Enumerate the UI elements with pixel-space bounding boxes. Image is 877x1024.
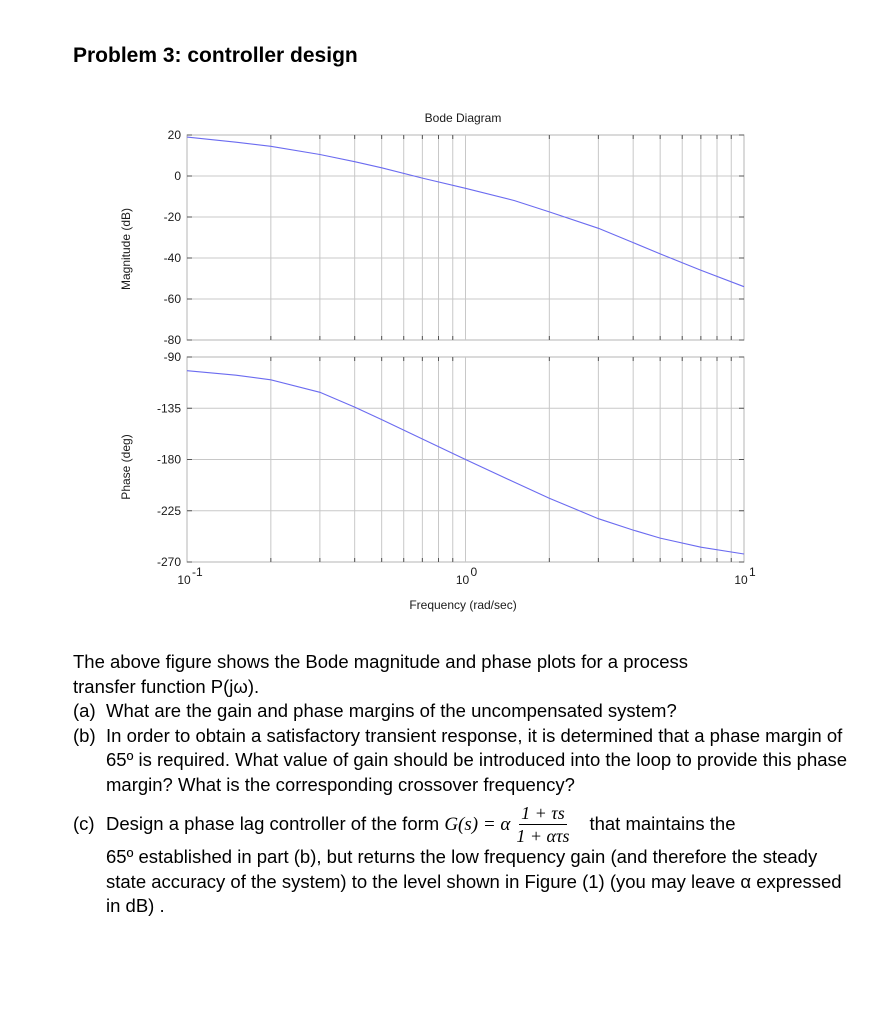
magnitude-y-tick-label: -60: [163, 292, 181, 306]
phase-y-tick-label: -270: [156, 555, 181, 569]
frequency-axis-label: Frequency (rad/sec): [409, 598, 517, 612]
x-tick-label-base: 10: [177, 573, 191, 587]
question-c-pre: Design a phase lag controller of the form: [106, 812, 440, 834]
x-tick-label-exponent: 0: [470, 565, 478, 579]
phase-y-tick-label: -225: [156, 503, 181, 518]
question-c-post: that maintains the: [589, 812, 736, 834]
question-c-label: (c): [73, 812, 95, 834]
intro-line-2: transfer function P(jω).: [73, 675, 260, 697]
problem-text: [73, 650, 853, 919]
chart-title: Bode Diagram: [424, 111, 502, 125]
question-c-formula-line: [106, 804, 853, 846]
formula-lhs: G(s) = α: [444, 813, 511, 835]
phase-y-tick-label: -135: [156, 401, 181, 416]
formula-numerator: 1 + τs: [521, 803, 565, 824]
magnitude-axis-label: Magnitude (dB): [119, 207, 133, 291]
question-a-label: (a): [73, 700, 96, 722]
question-a: [73, 699, 853, 724]
phase-y-tick-label: -90: [163, 350, 181, 364]
x-tick-label-base: 10: [455, 573, 470, 587]
question-c: [73, 804, 853, 919]
phase-panel: [157, 350, 756, 587]
phase-axis-label: Phase (deg): [119, 434, 133, 500]
magnitude-panel: [164, 128, 744, 347]
magnitude-y-tick-label: -80: [163, 333, 181, 347]
formula-denominator: 1 + ατs: [516, 826, 570, 847]
question-c-rest: 65º established in part (b), but returns the low frequency gain (and therefore the steady state accuracy of the system) to the level shown in Figure (1) (you may leave α expressed in dB) .: [106, 846, 842, 917]
problem-title: Problem 3: controller design: [73, 44, 358, 67]
intro-paragraph: [73, 650, 853, 699]
formula-fraction: [514, 804, 571, 845]
x-tick-label-exponent: -1: [192, 565, 203, 579]
question-b: [73, 724, 853, 798]
phase-y-tick-label: -180: [156, 452, 181, 467]
x-tick-label-exponent: 1: [749, 565, 756, 579]
x-tick-label-base: 10: [734, 573, 748, 587]
question-b-text: In order to obtain a satisfactory transient response, it is determined that a phase margin of 65º is required. What value of gain should be introduced into the loop to provide this phase margin? What is the corresponding crossover frequency?: [106, 724, 848, 795]
intro-line-1: The above figure shows the Bode magnitude and phase plots for a process: [73, 651, 688, 672]
question-a-text: What are the gain and phase margins of the uncompensated system?: [106, 700, 677, 722]
magnitude-y-tick-label: 0: [174, 169, 181, 183]
magnitude-y-tick-label: 20: [167, 128, 181, 142]
magnitude-y-tick-label: -40: [163, 251, 181, 265]
question-b-label: (b): [73, 724, 96, 746]
magnitude-y-tick-label: -20: [163, 210, 181, 224]
